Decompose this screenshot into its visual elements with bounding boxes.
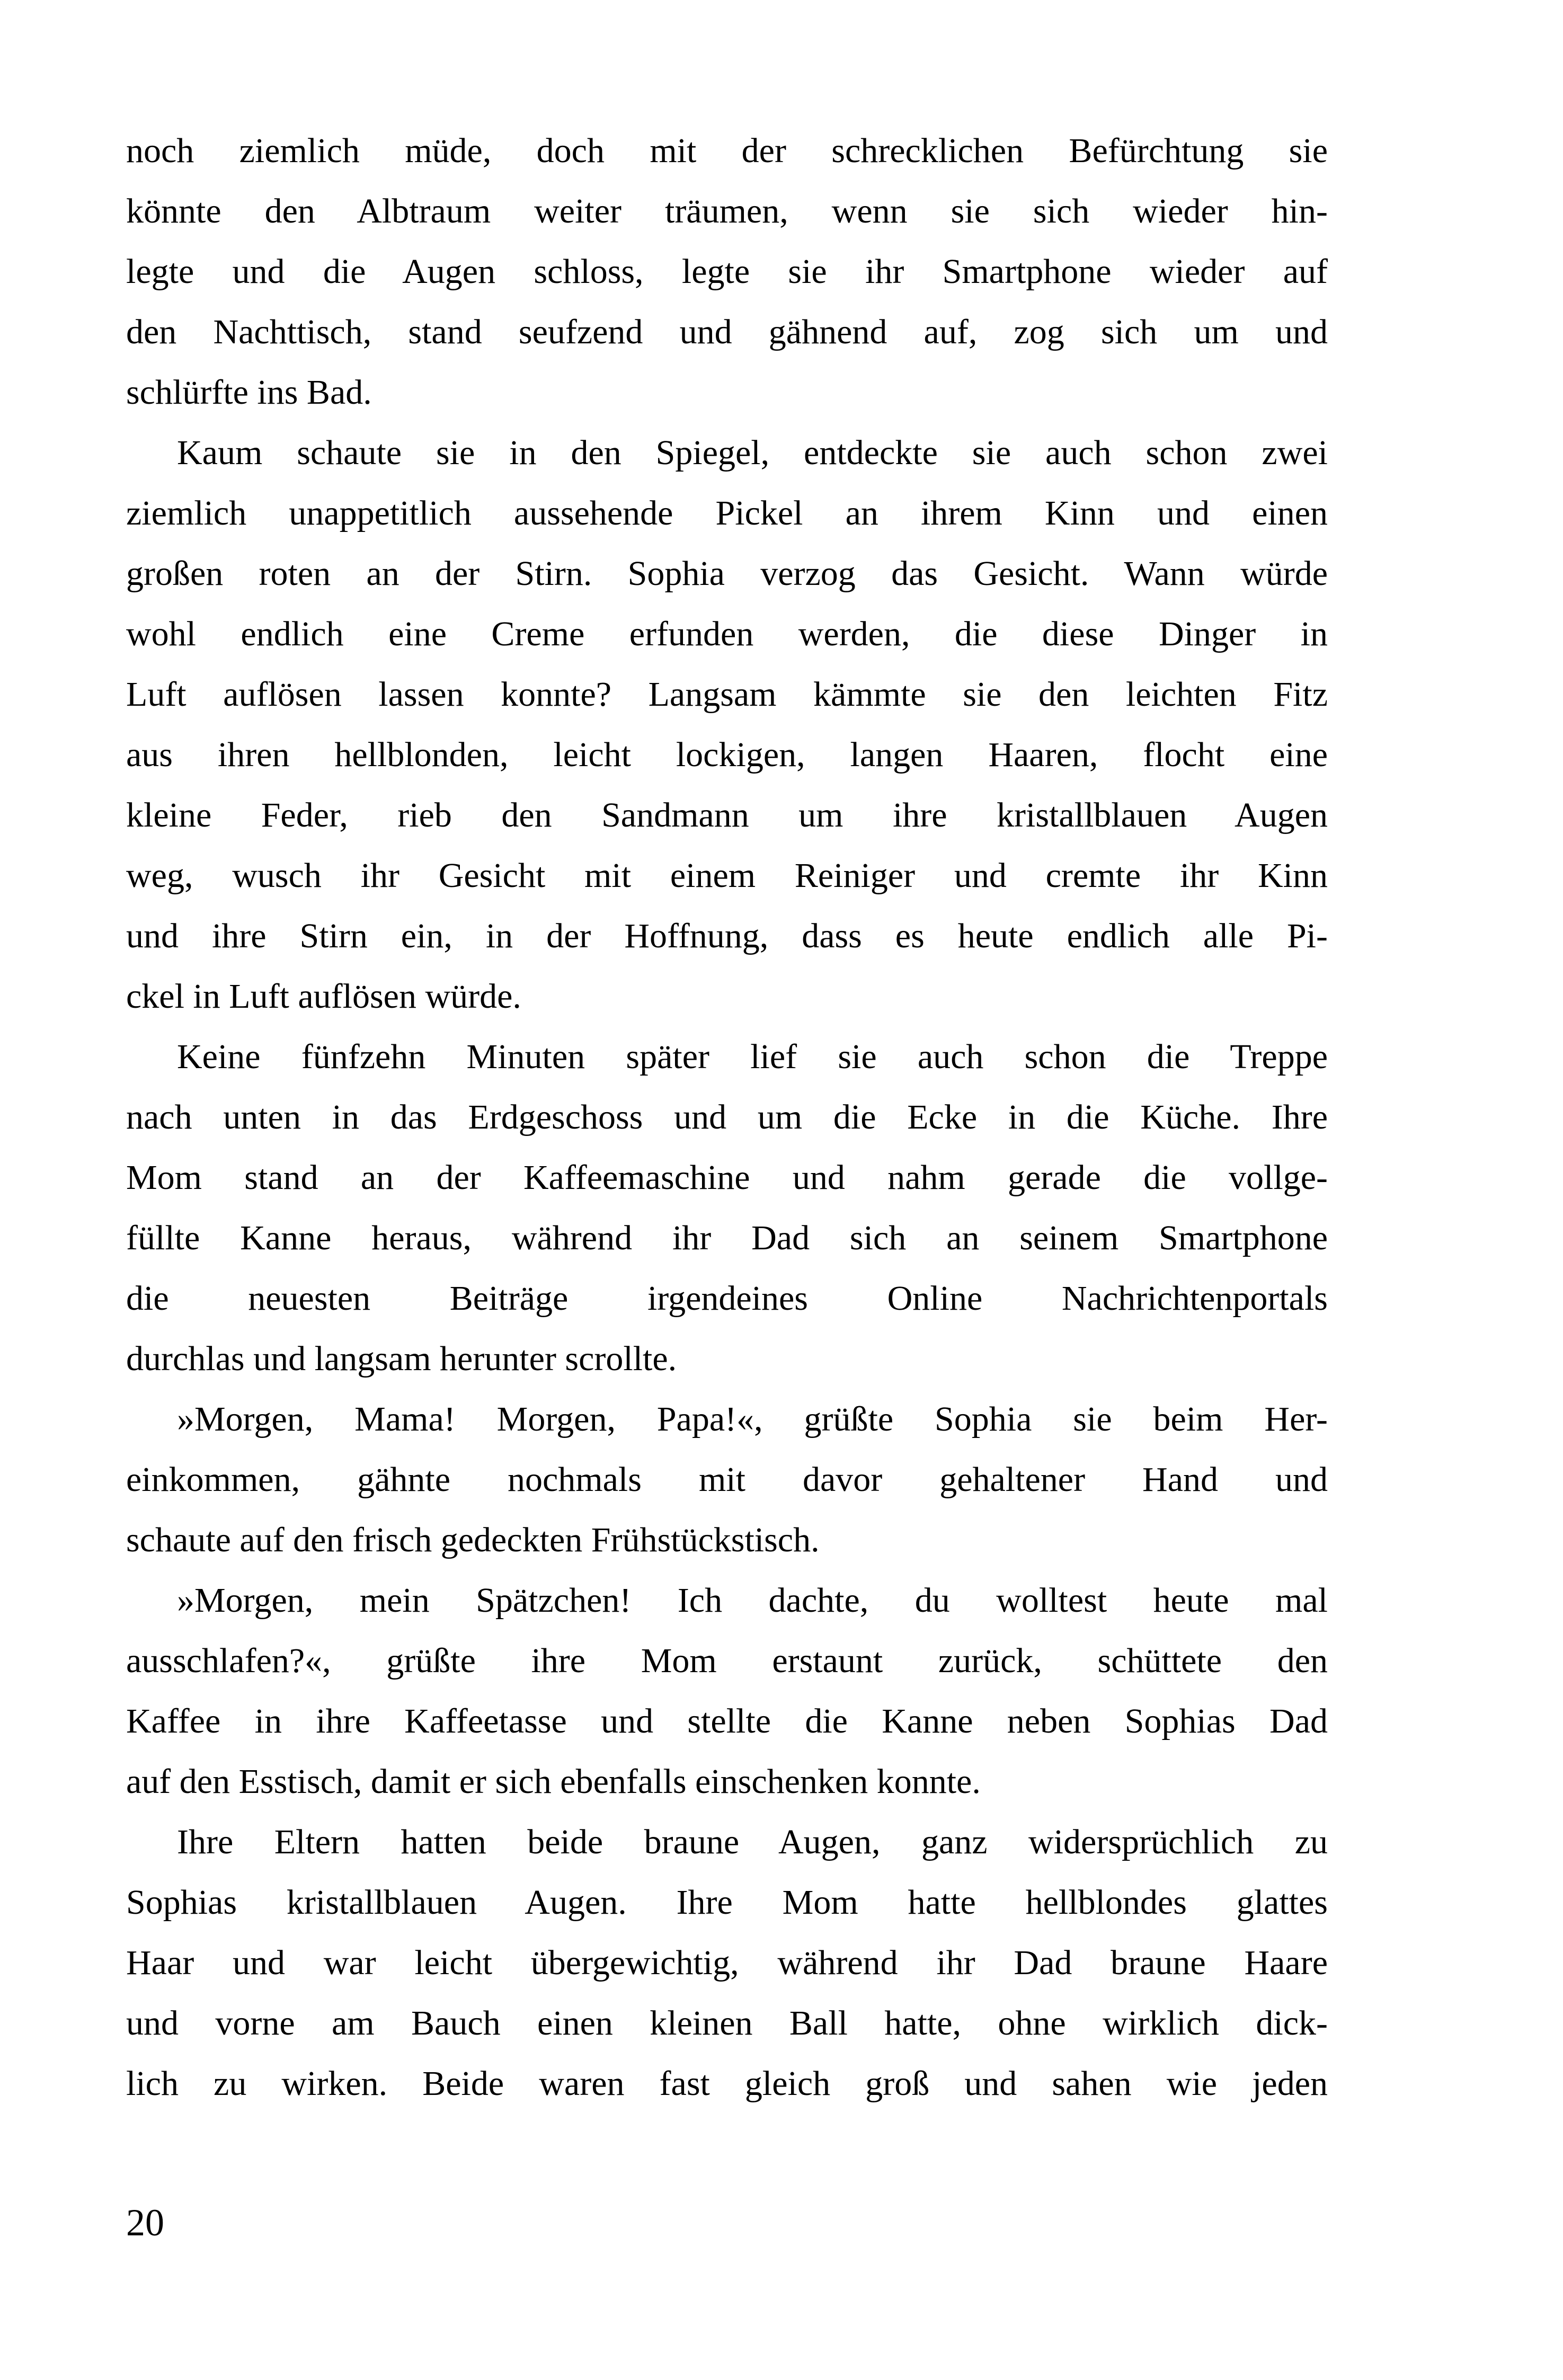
text-line: Ihre Eltern hatten beide braune Augen, ganz widersprüchlich zu xyxy=(177,1823,1328,1861)
text-line: schaute auf den frisch gedeckten Frühstückstisch. xyxy=(126,1521,820,1559)
page-number: 20 xyxy=(126,2201,164,2244)
text-line: aus ihren hellblonden, leicht lockigen, langen Haaren, flocht eine xyxy=(126,735,1328,774)
text-line: den Nachttisch, stand seufzend und gähnend auf, zog sich um und xyxy=(126,313,1328,351)
text-line: Sophias kristallblauen Augen. Ihre Mom hatte hellblondes glattes xyxy=(126,1883,1328,1922)
text-line: noch ziemlich müde, doch mit der schrecklichen Befürchtung sie xyxy=(126,131,1328,170)
text-line: »Morgen, Mama! Morgen, Papa!«, grüßte Sophia sie beim Her- xyxy=(177,1400,1328,1438)
paragraph xyxy=(126,1027,1328,1389)
text-line: nach unten in das Erdgeschoss und um die Ecke in die Küche. Ihre xyxy=(126,1098,1328,1136)
text-line: Kaffee in ihre Kaffeetasse und stellte die Kanne neben Sophias Dad xyxy=(126,1702,1328,1740)
text-line: Luft auflösen lassen konnte? Langsam kämmte sie den leichten Fitz xyxy=(126,675,1328,714)
text-line: und vorne am Bauch einen kleinen Ball hatte, ohne wirklich dick- xyxy=(126,2004,1328,2042)
page-text xyxy=(126,121,1328,2114)
text-line: Keine fünfzehn Minuten später lief sie auch schon die Treppe xyxy=(177,1037,1328,1076)
paragraph xyxy=(126,121,1328,423)
text-line: und ihre Stirn ein, in der Hoffnung, dass es heute endlich alle Pi- xyxy=(126,917,1328,955)
text-line: könnte den Albtraum weiter träumen, wenn sie sich wieder hin- xyxy=(126,192,1328,230)
text-line: lich zu wirken. Beide waren fast gleich groß und sahen wie jeden xyxy=(126,2064,1328,2103)
paragraph xyxy=(126,1570,1328,1812)
text-line: ziemlich unappetitlich aussehende Pickel an ihrem Kinn und einen xyxy=(126,494,1328,532)
text-line: großen roten an der Stirn. Sophia verzog das Gesicht. Wann würde xyxy=(126,554,1328,593)
paragraph xyxy=(126,423,1328,1027)
text-line: füllte Kanne heraus, während ihr Dad sich an seinem Smartphone xyxy=(126,1219,1328,1257)
paragraph xyxy=(126,1389,1328,1570)
text-line: Haar und war leicht übergewichtig, während ihr Dad braune Haare xyxy=(126,1943,1328,1982)
text-line: Kaum schaute sie in den Spiegel, entdeckte sie auch schon zwei xyxy=(177,433,1328,472)
text-line: ckel in Luft auflösen würde. xyxy=(126,977,521,1016)
text-line: »Morgen, mein Spätzchen! Ich dachte, du wolltest heute mal xyxy=(177,1581,1328,1620)
text-line: Mom stand an der Kaffeemaschine und nahm gerade die vollge- xyxy=(126,1158,1328,1197)
text-line: wohl endlich eine Creme erfunden werden, die diese Dinger in xyxy=(126,615,1328,653)
text-line: schlürfte ins Bad. xyxy=(126,373,372,412)
text-line: weg, wusch ihr Gesicht mit einem Reiniger und cremte ihr Kinn xyxy=(126,856,1328,895)
paragraph xyxy=(126,1812,1328,2114)
text-line: die neuesten Beiträge irgendeines Online Nachrichtenportals xyxy=(126,1279,1328,1318)
text-line: durchlas und langsam herunter scrollte. xyxy=(126,1339,677,1378)
text-line: legte und die Augen schloss, legte sie ihr Smartphone wieder auf xyxy=(126,252,1328,291)
text-line: ausschlafen?«, grüßte ihre Mom erstaunt zurück, schüttete den xyxy=(126,1641,1328,1680)
text-line: kleine Feder, rieb den Sandmann um ihre kristallblauen Augen xyxy=(126,796,1328,834)
text-line: auf den Esstisch, damit er sich ebenfalls einschenken konnte. xyxy=(126,1762,981,1801)
text-line: einkommen, gähnte nochmals mit davor gehaltener Hand und xyxy=(126,1460,1328,1499)
